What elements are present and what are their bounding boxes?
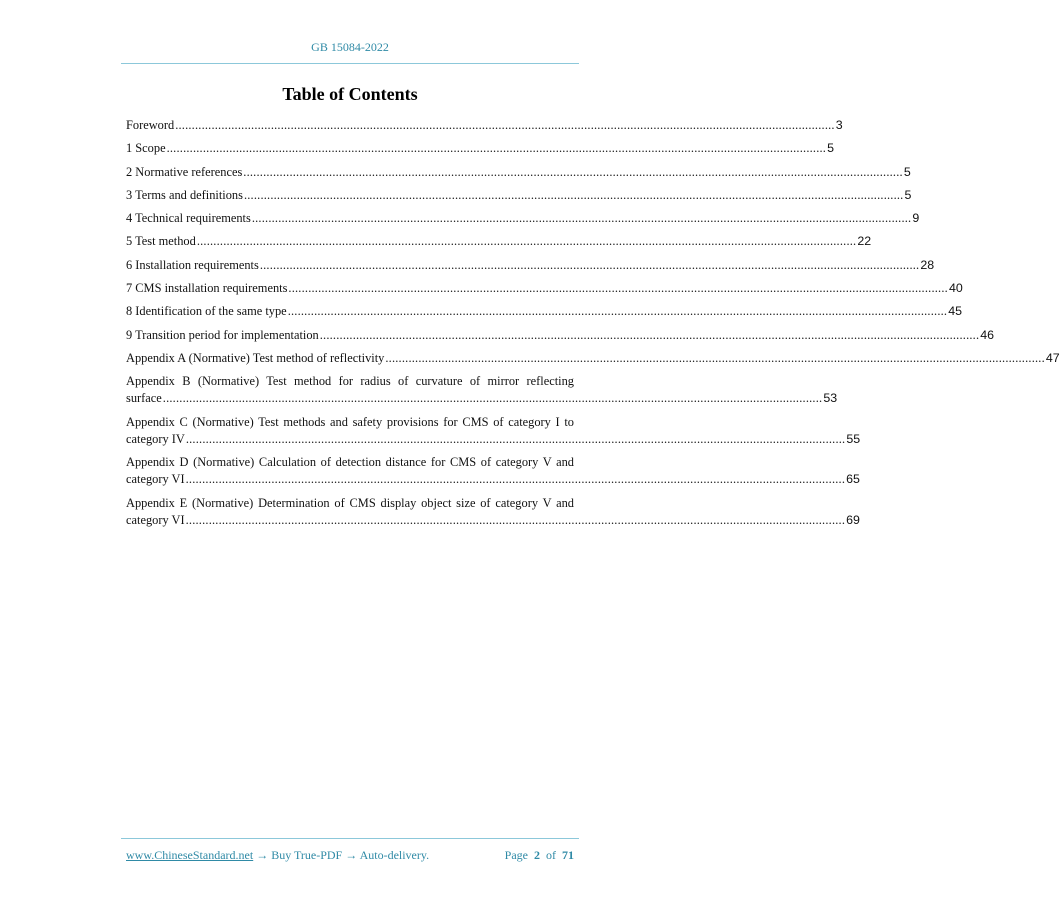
toc-entry-page: 5	[903, 164, 911, 179]
toc-entry-page: 3	[835, 118, 843, 132]
page-footer	[126, 848, 574, 863]
dot-leader: ........................................................................................................................................................................................................	[185, 431, 846, 446]
toc-entry-label: 6 Installation requirements	[126, 257, 259, 272]
toc-entry-label: Appendix A (Normative) Test method of reflectivity	[126, 350, 385, 365]
toc-entry-label: 8 Identification of the same type	[126, 304, 287, 319]
promo-text: → Buy True-PDF → Auto-delivery.	[253, 848, 430, 862]
dot-leader: ........................................................................................................................................................................................................	[162, 391, 823, 406]
website-link[interactable]: www.ChineseStandard.net	[126, 848, 254, 862]
toc-entry-label: 4 Technical requirements	[126, 211, 251, 226]
toc-entry-page: 45	[948, 304, 963, 319]
toc-entry-page: 5	[904, 187, 912, 202]
dot-leader: ........................................................................................................................................................................................................	[185, 513, 846, 528]
page-counter	[505, 848, 574, 863]
page-total: 71	[562, 848, 574, 862]
toc-entry-scope[interactable]	[126, 140, 835, 157]
toc-entry-foreword[interactable]	[126, 117, 843, 134]
toc-entry-label-line2: category IV	[126, 431, 185, 446]
toc-entry-page: 28	[920, 257, 935, 272]
page-of: of	[546, 848, 556, 862]
dot-leader: ........................................................................................................................................................................................................	[288, 281, 948, 296]
toc-entry-label-line2: category VI	[126, 472, 185, 487]
toc-entry-identification-same-type[interactable]	[126, 303, 963, 320]
toc-entry-appendix-a[interactable]	[126, 350, 1060, 367]
toc-entry-label-line2: category VI	[126, 513, 185, 528]
toc-entry-label: 9 Transition period for implementation	[126, 327, 319, 342]
toc-entry-page: 69	[846, 513, 860, 528]
toc-entry-page: 65	[846, 472, 860, 487]
toc-entry-transition-period[interactable]	[126, 327, 995, 344]
toc-entry-page: 47	[1045, 350, 1060, 365]
toc-entry-appendix-d[interactable]	[126, 454, 860, 488]
toc-entry-appendix-c[interactable]	[126, 414, 861, 448]
toc-entry-label: 7 CMS installation requirements	[126, 281, 288, 296]
dot-leader: ........................................................................................................................................................................................................	[243, 164, 903, 179]
toc-entry-label: 1 Scope	[126, 141, 166, 156]
dot-leader: ........................................................................................................................................................................................................	[287, 304, 948, 319]
page-word: Page	[504, 848, 528, 862]
dot-leader: ........................................................................................................................................................................................................	[385, 350, 1045, 365]
toc-entry-terms-definitions[interactable]	[126, 187, 912, 204]
header-divider	[121, 63, 579, 64]
running-header: GB 15084-2022	[311, 40, 389, 54]
dot-leader: ........................................................................................................................................................................................................	[259, 257, 920, 272]
page-title: Table of Contents	[282, 84, 418, 104]
dot-leader: ........................................................................................................................................................................................................	[243, 187, 904, 202]
toc-entry-page: 40	[948, 281, 963, 296]
dot-leader: ........................................................................................................................................................................................................	[166, 141, 827, 156]
dot-leader: ........................................................................................................................................................................................................	[185, 472, 846, 487]
toc-entry-page: 55	[846, 431, 861, 446]
dot-leader: ........................................................................................................................................................................................................	[319, 327, 980, 342]
table-of-contents	[126, 117, 1060, 536]
toc-entry-label-line1: Appendix E (Normative) Determination of CMS display object size of category V and	[126, 496, 574, 511]
toc-entry-technical-requirements[interactable]	[126, 210, 920, 227]
dot-leader: ........................................................................................................................................................................................................	[251, 211, 912, 226]
footer-promo	[126, 848, 429, 863]
toc-entry-normative-references[interactable]	[126, 164, 911, 181]
toc-entry-label-line2: surface	[126, 391, 162, 406]
toc-entry-cms-installation[interactable]	[126, 280, 963, 297]
toc-entry-appendix-b[interactable]	[126, 373, 838, 407]
page-current: 2	[534, 848, 540, 862]
toc-entry-label: Foreword	[126, 118, 175, 132]
toc-entry-page: 46	[980, 327, 995, 342]
toc-entry-page: 22	[857, 234, 872, 249]
dot-leader: ........................................................................................................................................................................................................	[175, 118, 835, 132]
toc-entry-label: 2 Normative references	[126, 164, 243, 179]
toc-entry-label-line1: Appendix B (Normative) Test method for radius of curvature of mirror reflecting	[126, 374, 574, 389]
footer-divider	[121, 838, 579, 839]
toc-entry-installation-requirements[interactable]	[126, 257, 935, 274]
toc-entry-label: 3 Terms and definitions	[126, 187, 243, 202]
dot-leader: ........................................................................................................................................................................................................	[196, 234, 857, 249]
toc-entry-test-method[interactable]	[126, 233, 872, 250]
toc-entry-page: 9	[912, 211, 920, 226]
toc-entry-page: 53	[823, 391, 838, 406]
toc-entry-page: 5	[827, 141, 835, 156]
toc-entry-label: 5 Test method	[126, 234, 196, 249]
toc-entry-label-line1: Appendix C (Normative) Test methods and safety provisions for CMS of category I to	[126, 414, 574, 429]
toc-entry-label-line1: Appendix D (Normative) Calculation of detection distance for CMS of category V and	[126, 455, 574, 470]
toc-entry-appendix-e[interactable]	[126, 495, 860, 529]
